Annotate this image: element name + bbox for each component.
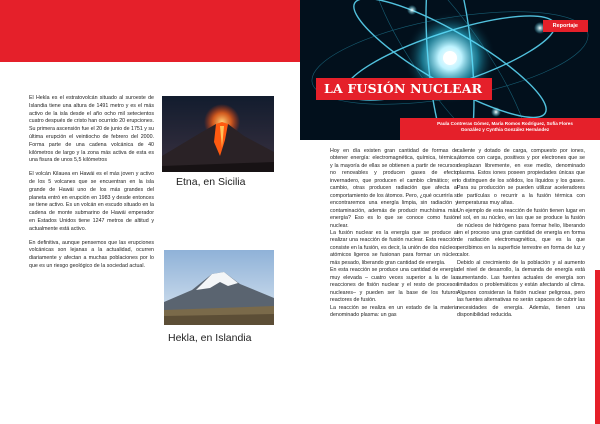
article-paragraph: Un ejemplo de esta reacción de fusión tienen lugar en el sol, en su núcleo, en las que se produce la fusión de núcleos de hidrógeno para formar helio, liberando en el proceso una gran cantidad de energía en forma de radiación electromagnética, que es la que percibimos en la superficie terrestre en forma de luz y calor.	[457, 207, 585, 259]
red-page-edge	[595, 270, 600, 424]
hekla-photo	[164, 250, 274, 325]
article-paragraph: La reacción se realiza en un estado de la materia denominado plasma: un gas	[330, 304, 458, 318]
hekla-caption: Hekla, en Islandia	[168, 332, 252, 344]
article-paragraph: En esta reacción se produce una cantidad de energía muy elevada – cuatro veces superior a la de las reacciones de fisión nuclear y el resto de procesos nucleares– y pueden ser la base de los futuros reactores de fusión.	[330, 267, 458, 304]
right-page	[300, 0, 600, 424]
section-tag: Reportaje	[543, 20, 588, 32]
volcano-text-column	[29, 95, 154, 277]
article-paragraph: Debido al crecimiento de la población y al aumento del nivel de desarrollo, la demanda de energía está aumentando. Las fuentes actuales de energía son limitados o problemáticos y están afectando al clima. Algunos consideran la fisión nuclear peligrosa, pero las fuentes alternativas no serán capaces de cubrir las necesidades de energía. Además, tienen una disponibilidad reducida.	[457, 259, 585, 318]
etna-image	[162, 96, 274, 172]
kilauea-paragraph: El volcán Kilauea en Hawái es el más joven y activo de los 5 volcanes que se encuentran en la isla grande de Hawái uno de los más grandes del planeta entró en erupción en 1983 y desde entonces se tiene activo. Es un volcán en escudo situado en la cadena de monte submarino de Hawái emperador en Estados Unidos tiene 1247 metros de altitud y actualmente está activo.	[29, 171, 154, 232]
authors-text: Paula Contreras Gómez, María Romos Rodríguez, Sofía Flores González y Cynthia González Hernández	[437, 121, 573, 132]
article-column-left	[330, 148, 458, 319]
article-title: LA FUSIÓN NUCLEAR	[316, 78, 492, 100]
article-paragraph: caliente y dotado de carga, compuesto por iones, átomos con carga, positivos y por electrones que se desplazan libremente, en ese medio, denominado plasma. Estos iones poseen propiedades únicas que lo distinguen de los sólidos, los líquidos y los gases. Para su producción se pueden utilizar aceleradores de partículas o recurrir a la fusión térmica con temperaturas muy altas.	[457, 148, 585, 207]
article-paragraph: Hoy en día existen gran cantidad de formas de obtener energía: electromagnética, química, térmica, y la mayoría de ellas se obtienen a partir de recursos no renovables y producen gases de efecto invernadero, que producen el cambio climático; en cambio, otras producen radiación que afecta al comportamiento de los átomos. Pero, ¿qué ocurriría si encontraremos una energía limpia, sin radiación y contaminación, además de producir muchísima más energía? Eso es lo que se conoce como fusión nuclear.	[330, 148, 458, 229]
etna-photo	[162, 96, 274, 172]
red-header-band	[0, 0, 300, 62]
conclusion-paragraph: En definitiva, aunque pensemos que las erupciones volcánicas son lejanas a la actualidad, ocurren diariamente y afectan a muchas poblaciones por lo que es un riesgo geológico de la sociedad actual.	[29, 239, 154, 269]
etna-caption: Etna, en Sicilia	[176, 176, 246, 188]
article-paragraph: La fusión nuclear es la energía que se produce al realizar una reacción de fusión nuclear. Esta reacción consiste en la fusión, es decir, la unión de dos núcleos atómicos ligeros se fusionan para formar un núcleo más pesado, liberando gran cantidad de energía.	[330, 229, 458, 266]
hekla-paragraph: El Hekla es el estratovolcán situado al suroeste de Islandia tiene una altura de 1491 metro y es el más activo de la isla desde el año ocho mil setecientos cuatro después de cristo han ocurrido 20 erupciones. Su primera ascensión fue el 20 de junio de 1751 y su última erupción el veintiocho de febrero del 2000. Forma parte de una cadena volcánica de 40 kilómetros de largo y la zona más activa de esta es una fisura de unos 5,5 kilómetros	[29, 95, 154, 164]
article-column-right	[457, 148, 585, 319]
hekla-image	[164, 250, 274, 325]
